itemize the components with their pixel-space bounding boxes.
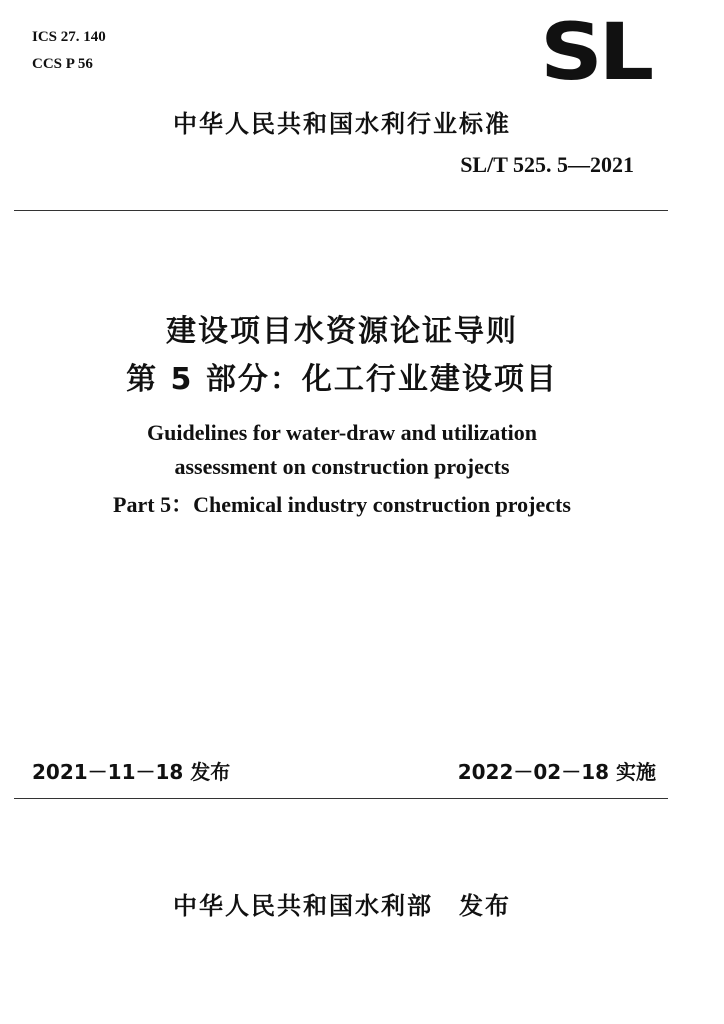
issue-date: 2021－11－18 发布 xyxy=(32,760,231,784)
standard-number: SL/T 525. 5—2021 xyxy=(460,152,634,177)
standard-category: 中华人民共和国水利行业标准 xyxy=(173,110,511,138)
title-cn-line2: 第 5 部分：化工行业建设项目 xyxy=(126,362,558,397)
title-en-line2: assessment on construction projects xyxy=(174,454,510,479)
classification-codes xyxy=(32,24,106,78)
title-en-line1: Guidelines for water-draw and utilization xyxy=(147,420,537,445)
implementation-date: 2022－02－18 实施 xyxy=(457,760,656,784)
bottom-divider xyxy=(14,798,668,799)
sl-logo xyxy=(540,20,656,86)
title-cn-line1: 建设项目水资源论证导则 xyxy=(166,314,518,349)
ics-code: ICS 27. 140 xyxy=(32,29,106,45)
issuer-line xyxy=(0,886,684,921)
ccs-code: CCS P 56 xyxy=(32,56,93,72)
title-en-line3: Part 5：Chemical industry construction projects xyxy=(113,492,571,517)
issuer-name: 中华人民共和国水利部 xyxy=(173,892,433,920)
issuer-action: 发布 xyxy=(459,892,511,920)
top-divider xyxy=(14,210,668,211)
sl-logo-text: SL xyxy=(540,20,650,86)
